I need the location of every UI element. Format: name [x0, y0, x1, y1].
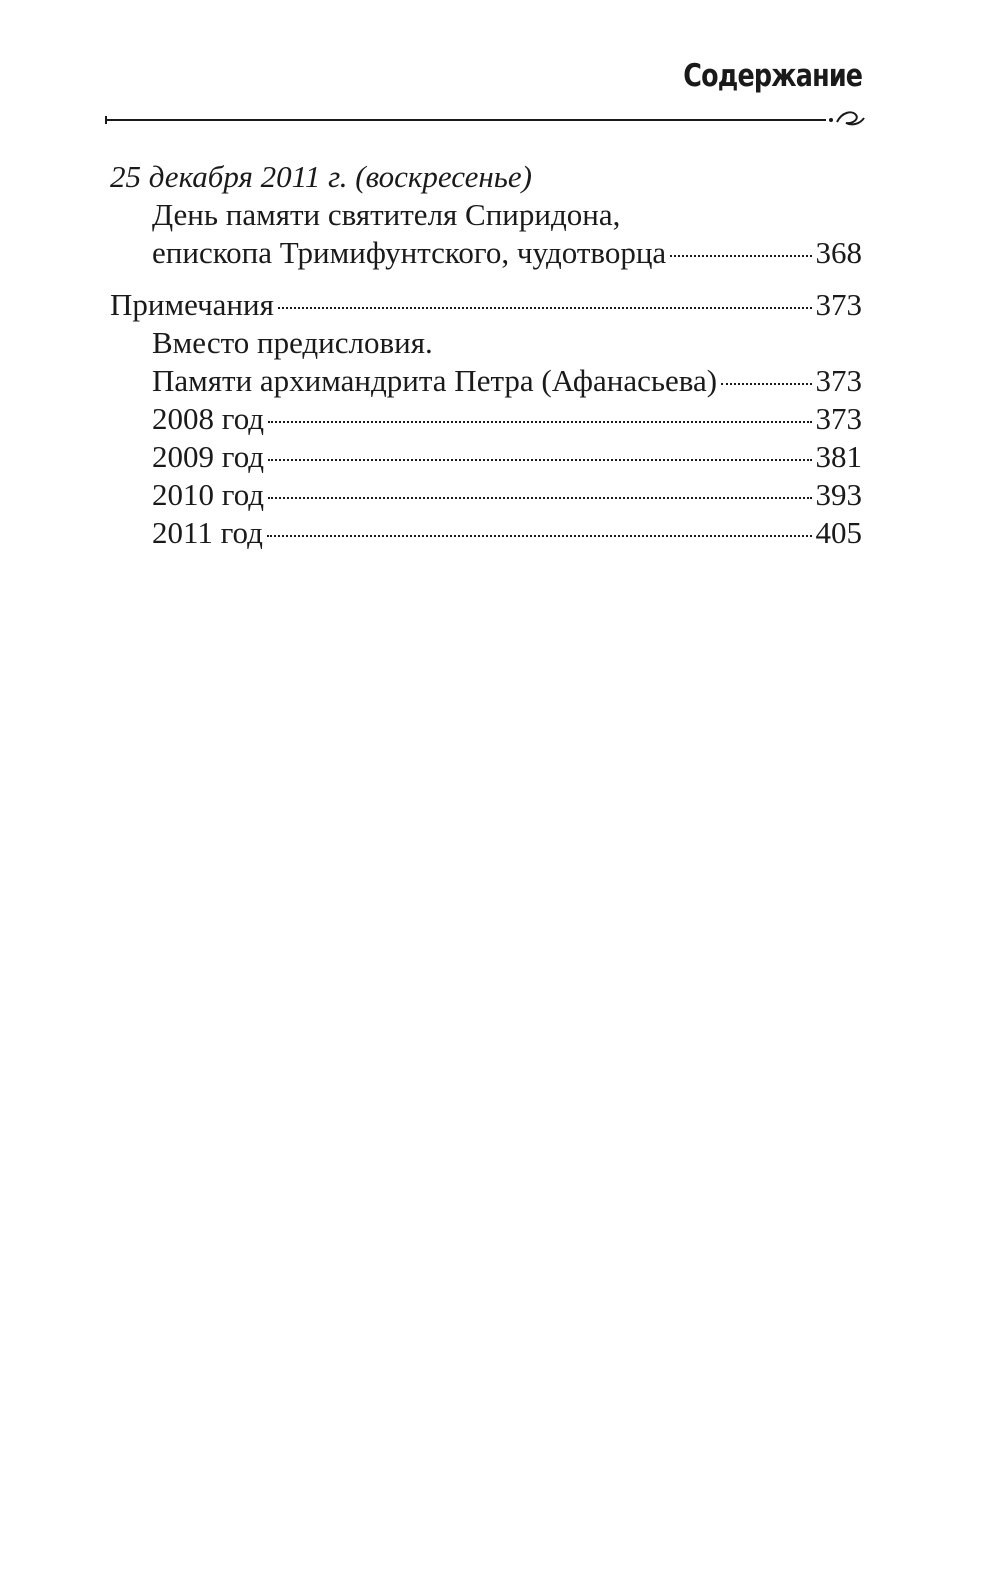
toc-page-number: 393: [815, 477, 862, 512]
toc-entry-year[interactable]: [110, 514, 862, 552]
toc-entry-preface-line2[interactable]: [110, 362, 862, 400]
toc-entry-text: 2010 год: [152, 477, 265, 512]
toc-page-number: 405: [815, 515, 862, 550]
toc-entry-text: Памяти архимандрита Петра (Афанасьева): [152, 363, 718, 398]
toc-entry-year[interactable]: [110, 400, 862, 438]
toc-entry-text: епископа Тримифунтского, чудотворца: [152, 235, 667, 270]
toc-entry-text: 2011 год: [152, 515, 263, 550]
toc-entry-year[interactable]: [110, 438, 862, 476]
dot-leader: [670, 255, 811, 257]
dot-leader: [721, 383, 811, 385]
toc-entry-text: 2009 год: [152, 439, 265, 474]
toc-page-number: 373: [815, 287, 862, 322]
dot-leader: [267, 535, 812, 537]
toc-page-number: 373: [815, 363, 862, 398]
toc-entry-text: 2008 год: [152, 401, 265, 436]
dot-leader: [268, 459, 811, 461]
toc-entry-preface-line1: [110, 324, 862, 362]
toc-entry-year[interactable]: [110, 476, 862, 514]
decorative-rule: [104, 106, 868, 132]
toc-page-number: 373: [815, 401, 862, 436]
toc-entry-text: Примечания: [110, 287, 274, 322]
running-head-title: Содержание: [683, 58, 862, 94]
toc-entry-notes[interactable]: [110, 286, 862, 324]
dot-leader: [268, 421, 811, 423]
toc-entry-text: Вместо предисловия.: [152, 325, 433, 360]
toc-page-number: 368: [815, 235, 862, 270]
toc-page-number: 381: [815, 439, 862, 474]
table-of-contents: [110, 158, 862, 552]
dot-leader: [268, 497, 811, 499]
dot-leader: [278, 307, 812, 309]
toc-entry-spiridon-line2[interactable]: [110, 234, 862, 272]
toc-entry-spiridon-line1: [110, 196, 862, 234]
toc-section-date: 25 декабря 2011 г. (воскресенье): [110, 159, 532, 194]
toc-entry-text: День памяти святителя Спиридона,: [152, 197, 621, 232]
